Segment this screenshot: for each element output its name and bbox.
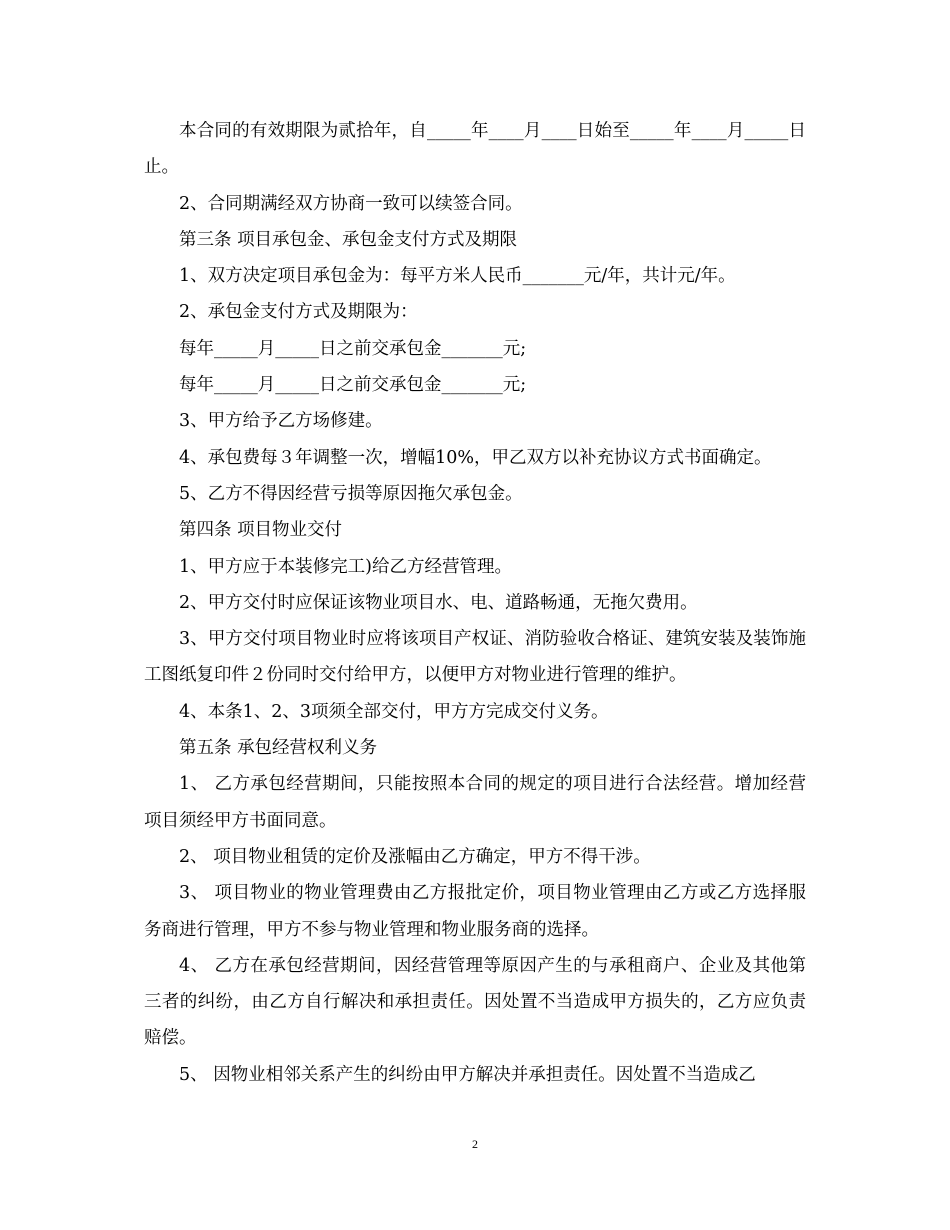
- paragraph: 4、 乙方在承包经营期间，因经营管理等原因产生的与承租商户、企业及其他第三者的纠纷，由乙方自行解决和承担责任。因处置不当造成甲方损失的，乙方应负责赔偿。: [144, 955, 806, 1049]
- paragraph: 2、承包金支付方式及期限为：: [179, 302, 418, 323]
- paragraph: 5、乙方不得因经营亏损等原因拖欠承包金。: [179, 483, 523, 504]
- paragraph: 3、 项目物业的物业管理费由乙方报批定价，项目物业管理由乙方或乙方选择服务商进行管理，甲方不参与物业管理和物业服务商的选择。: [144, 883, 806, 940]
- paragraph: 1、 乙方承包经营期间，只能按照本合同的规定的项目进行合法经营。增加经营项目须经甲方书面同意。: [144, 774, 806, 831]
- paragraph: 2、甲方交付时应保证该物业项目水、电、道路畅通，无拖欠费用。: [179, 592, 698, 613]
- paragraph: 第三条 项目承包金、承包金支付方式及期限: [179, 229, 518, 250]
- paragraph: 3、甲方交付项目物业时应将该项目产权证、消防验收合格证、建筑安装及装饰施工图纸复印件２份同时交付给甲方，以便甲方对物业进行管理的维护。: [144, 629, 806, 686]
- paragraph: 5、 因物业相邻关系产生的纠纷由甲方解决并承担责任。因处置不当造成乙: [179, 1064, 756, 1085]
- paragraph: 2、合同期满经双方协商一致可以续签合同。: [179, 193, 523, 214]
- paragraph: 2、 项目物业租赁的定价及涨幅由乙方确定，甲方不得干涉。: [179, 846, 651, 867]
- paragraph: 4、本条1、2、3项须全部交付，甲方方完成交付义务。: [179, 701, 609, 722]
- paragraph: 1、甲方应于本装修完工)给乙方经营管理。: [179, 556, 512, 577]
- paragraph: 4、承包费每３年调整一次，增幅10%，甲乙双方以补充协议方式书面确定。: [179, 447, 772, 468]
- paragraph: 每年_____月_____日之前交承包金_______元;: [179, 375, 527, 396]
- paragraph: 第五条 承包经营权利义务: [179, 738, 378, 759]
- paragraph: 第四条 项目物业交付: [179, 520, 343, 541]
- paragraph: 本合同的有效期限为贰拾年，自_____年____月____日始至_____年____月_____日止。: [144, 121, 806, 178]
- paragraph: 1、双方决定项目承包金为：每平方米人民币_______元/年，共计元/年。: [179, 266, 736, 287]
- page-number: 2: [472, 1137, 478, 1151]
- document-body: [144, 113, 806, 1093]
- paragraph: 3、甲方给予乙方场修建。: [179, 411, 383, 432]
- paragraph: 每年_____月_____日之前交承包金_______元;: [179, 338, 527, 359]
